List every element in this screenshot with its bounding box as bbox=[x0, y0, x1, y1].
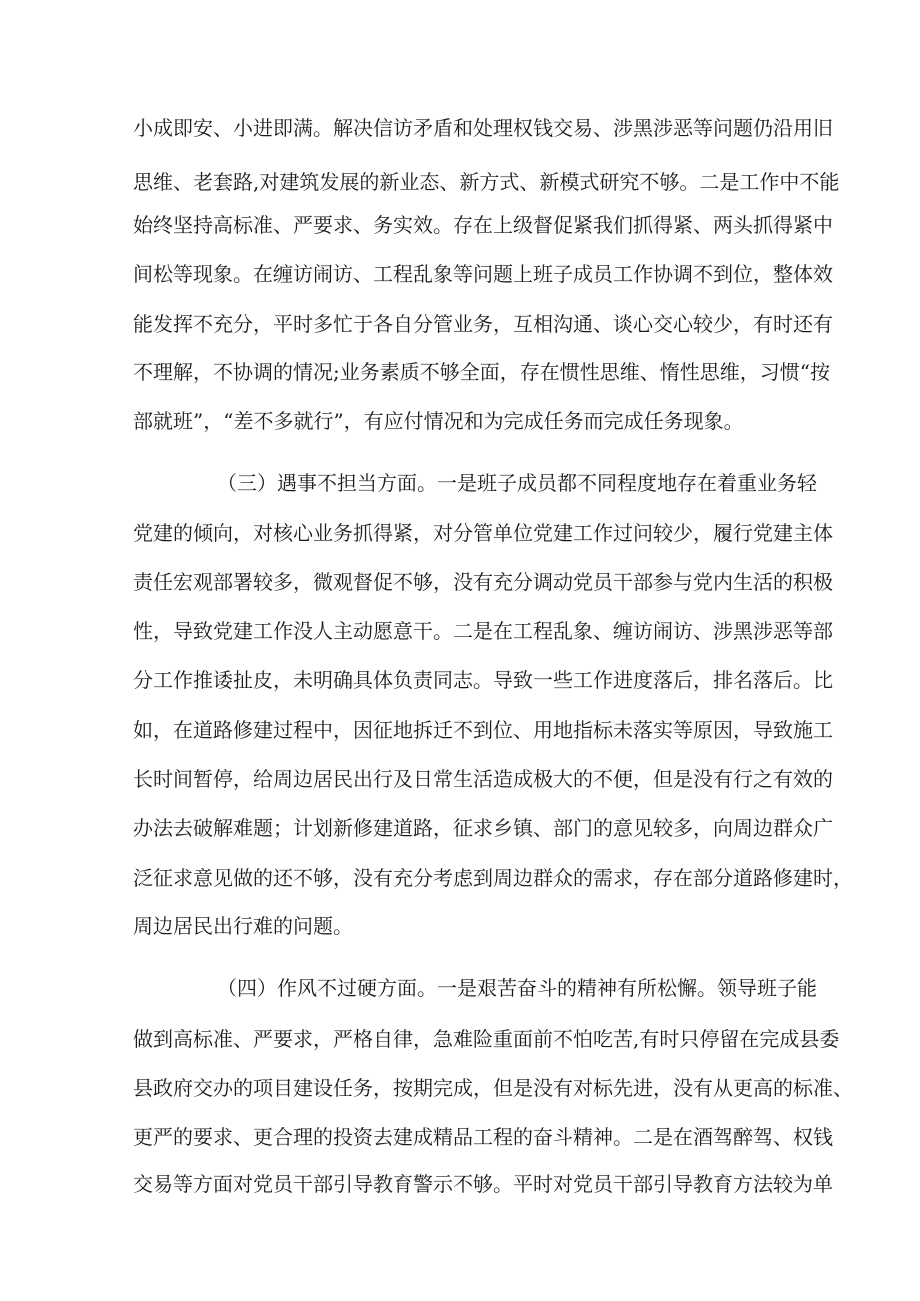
paragraph-1-line-7: 部就班”，“差不多就行”，有应付情况和为完成任务而完成任务现象。 bbox=[133, 409, 744, 433]
paragraph-2-line-10: 周边居民出行难的问题。 bbox=[133, 914, 353, 938]
paragraph-3-line-4: 更严的要求、更合理的投资去建成精品工程的奋斗精神。二是在酒驾醉驾、权钱 bbox=[133, 1125, 833, 1149]
paragraph-1-line-2: 思维、老套路,对建筑发展的新业态、新方式、新模式研究不够。二是工作中不能 bbox=[133, 170, 840, 194]
paragraph-2-line-6: 如，在道路修建过程中，因征地拆迁不到位、用地指标未落实等原因，导致施工 bbox=[133, 718, 833, 742]
paragraph-2-line-3: 责任宏观部署较多，微观督促不够，没有充分调动党员干部参与党内生活的积极 bbox=[133, 570, 833, 594]
paragraph-1-line-1: 小成即安、小进即满。解决信访矛盾和处理权钱交易、涉黑涉恶等问题仍沿用旧 bbox=[133, 116, 833, 140]
paragraph-2-line-7: 长时间暂停，给周边居民出行及日常生活造成极大的不便，但是没有行之有效的 bbox=[133, 767, 833, 791]
paragraph-2-line-4: 性，导致党建工作没人主动愿意干。二是在工程乱象、缠访闹访、涉黑涉恶等部 bbox=[133, 619, 833, 643]
paragraph-2-line-8: 办法去破解难题；计划新修建道路，征求乡镇、部门的意见较多，向周边群众广 bbox=[133, 816, 833, 840]
paragraph-2-line-5: 分工作推诿扯皮，未明确具体负责同志。导致一些工作进度落后，排名落后。比 bbox=[133, 668, 833, 692]
paragraph-3-line-1: （四）作风不过硬方面。一是艰苦奋斗的精神有所松懈。领导班子能 bbox=[217, 976, 817, 1000]
paragraph-1-line-5: 能发挥不充分，平时多忙于各自分管业务，互相沟通、谈心交心较少，有时还有 bbox=[133, 312, 833, 336]
paragraph-1-line-3: 始终坚持高标准、严要求、务实效。存在上级督促紧我们抓得紧、两头抓得紧中 bbox=[133, 213, 833, 237]
paragraph-2-line-2: 党建的倾向，对核心业务抓得紧，对分管单位党建工作过问较少，履行党建主体 bbox=[133, 521, 833, 545]
paragraph-1-line-4: 间松等现象。在缠访闹访、工程乱象等问题上班子成员工作协调不到位，整体效 bbox=[133, 262, 833, 286]
paragraph-3-line-5: 交易等方面对党员干部引导教育警示不够。平时对党员干部引导教育方法较为单 bbox=[133, 1172, 833, 1196]
paragraph-3-line-2: 做到高标准、严要求，严格自律，急难险重面前不怕吃苦,有时只停留在完成县委 bbox=[133, 1027, 840, 1051]
paragraph-3-line-3: 县政府交办的项目建设任务，按期完成，但是没有对标先进，没有从更高的标准、 bbox=[133, 1076, 853, 1100]
paragraph-1-line-6: 不理解，不协调的情况;业务素质不够全面，存在惯性思维、惰性思维，习惯“按 bbox=[133, 360, 830, 384]
paragraph-2-line-1: （三）遇事不担当方面。一是班子成员都不同程度地存在着重业务轻 bbox=[217, 471, 817, 495]
paragraph-2-line-9: 泛征求意见做的还不够，没有充分考虑到周边群众的需求，存在部分道路修建时， bbox=[133, 866, 853, 890]
